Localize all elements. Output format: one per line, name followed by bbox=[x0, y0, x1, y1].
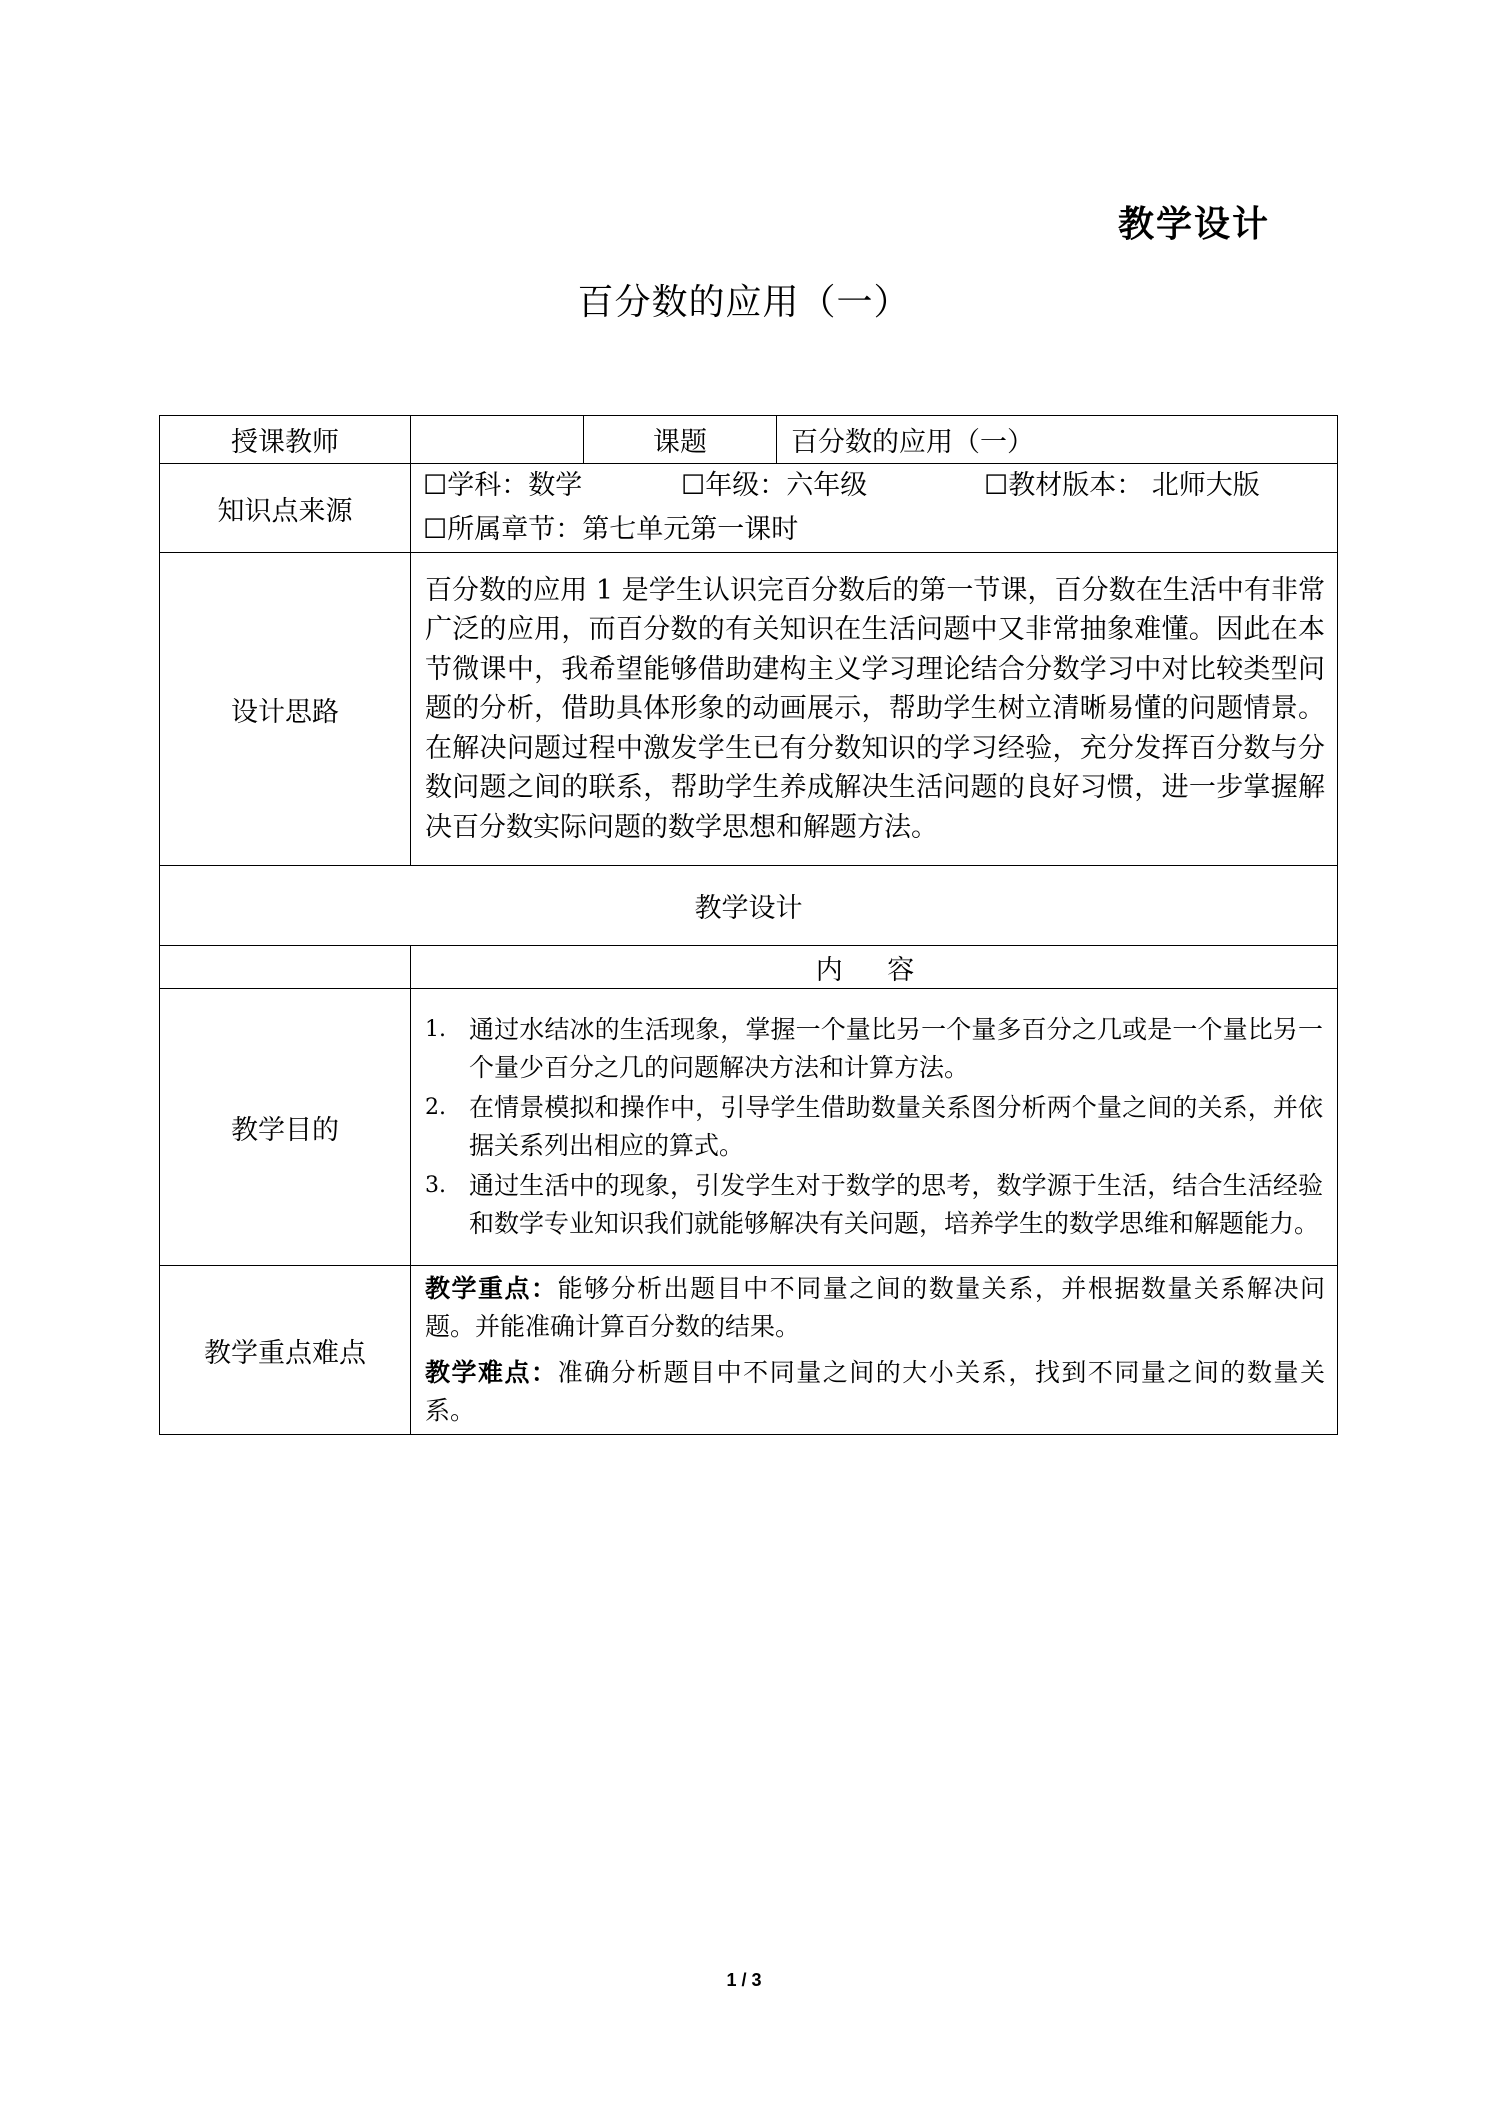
goals-cell bbox=[411, 989, 1338, 1266]
topic-value: 百分数的应用（一） bbox=[777, 416, 1338, 464]
goal-item bbox=[425, 1089, 1323, 1165]
teacher-value bbox=[411, 416, 584, 464]
goals-list bbox=[411, 1005, 1337, 1249]
source-row bbox=[160, 464, 1338, 553]
source-subject: ☐学科：数学 bbox=[423, 470, 583, 501]
source-cell bbox=[411, 464, 1338, 553]
teacher-label: 授课教师 bbox=[160, 416, 411, 464]
source-chapter: ☐所属章节：第七单元第一课时 bbox=[423, 514, 799, 545]
goals-row bbox=[160, 989, 1338, 1266]
source-edition: ☐教材版本： 北师大版 bbox=[984, 470, 1260, 501]
source-grade: ☐年级：六年级 bbox=[681, 470, 868, 501]
design-idea-label: 设计思路 bbox=[160, 553, 411, 866]
teacher-topic-row bbox=[160, 416, 1338, 464]
design-idea-text: 百分数的应用 1 是学生认识完百分数后的第一节课，百分数在生活中有非常广泛的应用，而百分数的有关知识在生活问题中又非常抽象难懂。因此在本节微课中，我希望能够借助建构主义学习理论结合分数学习中对比较类型问题的分析，借助具体形象的动画展示，帮助学生树立清晰易懂的问题情景。在解决问题过程中激发学生已有分数知识的学习经验，充分发挥百分数与分数问题之间的联系，帮助学生养成解决生活问题的良好习惯，进一步掌握解决百分数实际问题的数学思想和解题方法。 bbox=[425, 574, 1325, 843]
difficulty-label: 教学难点： bbox=[425, 1358, 558, 1387]
lesson-plan-table bbox=[159, 415, 1338, 1435]
goal-number: 1. bbox=[425, 1017, 446, 1042]
source-line-1 bbox=[411, 464, 1337, 508]
document-type-label: 教学设计 bbox=[1118, 204, 1271, 245]
goal-item bbox=[425, 1167, 1323, 1243]
key-point-label: 教学重点： bbox=[425, 1274, 558, 1303]
content-header: 内 容 bbox=[411, 946, 1338, 989]
goal-text: 通过生活中的现象，引发学生对于数学的思考，数学源于生活，结合生活经验和数学专业知识我们就能够解决有关问题，培养学生的数学思维和解题能力。 bbox=[469, 1171, 1323, 1238]
design-idea-row bbox=[160, 553, 1338, 866]
goal-text: 通过水结冰的生活现象，掌握一个量比另一个量多百分之几或是一个量比另一个量少百分之几的问题解决方法和计算方法。 bbox=[469, 1015, 1323, 1082]
page-number: 1 / 3 bbox=[726, 1970, 762, 1990]
source-label: 知识点来源 bbox=[160, 464, 411, 553]
document-title: 百分数的应用（一） bbox=[577, 282, 911, 323]
difficulty-point bbox=[411, 1350, 1337, 1434]
goal-number: 2. bbox=[425, 1095, 446, 1120]
content-header-row bbox=[160, 946, 1338, 989]
key-point-text: 能够分析出题目中不同量之间的数量关系，并根据数量关系解决问题。并能准确计算百分数的结果。 bbox=[425, 1274, 1325, 1341]
key-point bbox=[411, 1266, 1337, 1350]
goals-label: 教学目的 bbox=[160, 989, 411, 1266]
section-header-row bbox=[160, 866, 1338, 946]
keypoints-label: 教学重点难点 bbox=[160, 1266, 411, 1435]
content-header-empty bbox=[160, 946, 411, 989]
topic-label: 课题 bbox=[584, 416, 777, 464]
goal-text: 在情景模拟和操作中，引导学生借助数量关系图分析两个量之间的关系，并依据关系列出相应的算式。 bbox=[469, 1093, 1323, 1160]
goal-number: 3. bbox=[425, 1173, 446, 1198]
section-title: 教学设计 bbox=[160, 866, 1338, 946]
goal-item bbox=[425, 1011, 1323, 1087]
design-idea-cell bbox=[411, 553, 1338, 866]
keypoints-row bbox=[160, 1266, 1338, 1435]
difficulty-text: 准确分析题目中不同量之间的大小关系，找到不同量之间的数量关系。 bbox=[425, 1358, 1325, 1425]
keypoints-cell bbox=[411, 1266, 1338, 1435]
